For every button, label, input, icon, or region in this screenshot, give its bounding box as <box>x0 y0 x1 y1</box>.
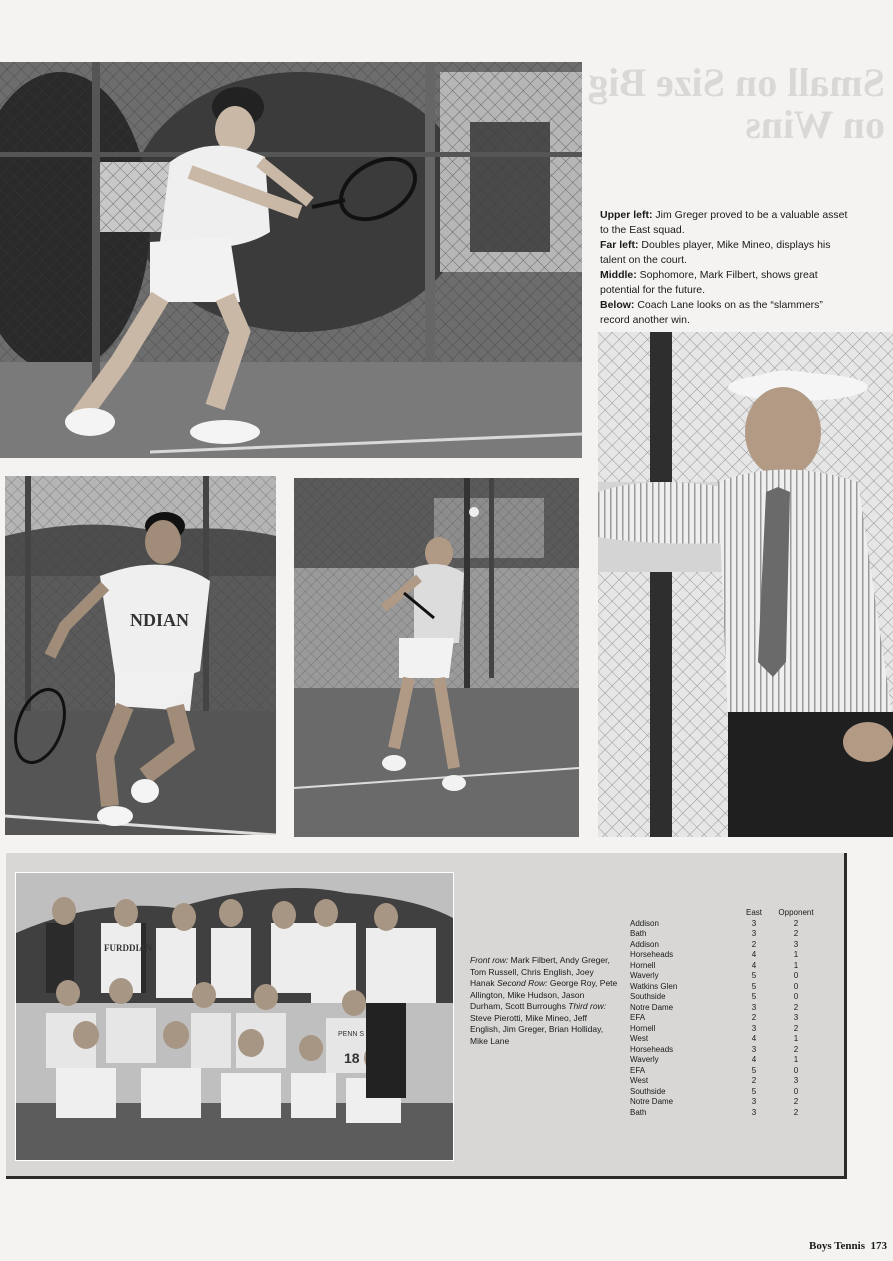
season-results-table <box>630 908 822 1118</box>
table-row <box>630 940 822 951</box>
caption-below: Below: Coach Lane looks on as the “slammers” record another win. <box>600 299 823 326</box>
team-photo <box>15 872 454 1161</box>
team-cell: Horseheads <box>630 1044 674 1054</box>
team-cell: Hornell <box>630 1023 656 1033</box>
photo-below-coach <box>598 332 893 837</box>
team-cell: Horseheads <box>630 950 674 959</box>
page-number: 173 <box>870 1240 887 1252</box>
team-cell: Notre Dame <box>630 1097 674 1106</box>
opponent-score-cell: 2 <box>793 1002 799 1012</box>
team-shirt-lettering: FURDDIAN <box>104 943 152 953</box>
table-row <box>630 919 822 930</box>
table-row <box>630 1013 822 1024</box>
team-cell: Southside <box>630 1086 666 1096</box>
east-score-cell: 3 <box>751 929 757 938</box>
team-cell: Addison <box>630 918 659 928</box>
team-cell: Waverly <box>630 971 659 980</box>
east-score-cell: 4 <box>751 1055 757 1064</box>
header-east: East <box>745 908 762 917</box>
east-score-cell: 2 <box>751 1076 757 1085</box>
section-title: Boys Tennis <box>809 1240 865 1252</box>
shirt-lettering: NDIAN <box>130 610 190 630</box>
opponent-score-cell: 0 <box>793 971 799 980</box>
team-cell: Watkins Glen <box>630 981 678 991</box>
opponent-score-cell: 0 <box>793 1065 799 1075</box>
east-score-cell: 3 <box>751 1107 757 1117</box>
table-row <box>630 1087 822 1098</box>
third-row-label: Third row: <box>568 1001 607 1011</box>
east-score-cell: 2 <box>751 1013 757 1022</box>
table-row <box>630 1003 822 1014</box>
opponent-score-cell: 2 <box>793 929 799 938</box>
east-score-cell: 3 <box>751 1002 757 1012</box>
east-score-cell: 3 <box>751 1023 757 1033</box>
front-row-names: Mark Filbert, Andy Greger, Tom Russell, Chris English, Joey Hanak <box>470 955 610 988</box>
table-row <box>630 1045 822 1056</box>
table-row <box>630 950 822 961</box>
opponent-score-cell: 2 <box>793 918 799 928</box>
team-cell: EFA <box>630 1065 646 1075</box>
team-cell: EFA <box>630 1013 646 1022</box>
page-footer <box>809 1240 887 1252</box>
team-cell: Bath <box>630 1107 647 1117</box>
photo-far-left <box>5 476 276 835</box>
east-score-cell: 4 <box>751 960 757 970</box>
header-team <box>630 908 738 919</box>
table-row <box>630 971 822 982</box>
table-row <box>630 992 822 1003</box>
opponent-score-cell: 3 <box>793 939 799 949</box>
east-score-cell: 5 <box>751 992 757 1001</box>
team-cell: Southside <box>630 992 666 1001</box>
team-cell: West <box>630 1034 649 1043</box>
team-cell: Bath <box>630 929 647 938</box>
table-row <box>630 961 822 972</box>
opponent-score-cell: 0 <box>793 992 799 1001</box>
team-shirt-lettering-2: PENN S <box>338 1031 365 1038</box>
east-score-cell: 3 <box>751 1044 757 1054</box>
opponent-score-cell: 0 <box>793 1086 799 1096</box>
table-row <box>630 1034 822 1045</box>
opponent-score-cell: 1 <box>793 1034 799 1043</box>
team-shirt-number: 18 <box>344 1050 360 1066</box>
photo-middle <box>294 478 579 837</box>
east-score-cell: 2 <box>751 939 757 949</box>
team-cell: Notre Dame <box>630 1002 674 1012</box>
opponent-score-cell: 1 <box>793 1055 799 1064</box>
opponent-score-cell: 2 <box>793 1097 799 1106</box>
east-score-cell: 4 <box>751 950 757 959</box>
table-row <box>630 1024 822 1035</box>
table-row <box>630 982 822 993</box>
caption-upper-left: Upper left: Jim Greger proved to be a valuable asset to the East squad. <box>600 209 848 236</box>
table-row <box>630 1076 822 1087</box>
team-cell: Hornell <box>630 960 656 970</box>
front-row-label: Front row: <box>470 955 509 965</box>
header-opponent: Opponent <box>778 908 814 917</box>
east-score-cell: 3 <box>751 1097 757 1106</box>
third-row-names: Steve Pierotti, Mike Mineo, Jeff English, Jim Greger, Brian Holliday, Mike Lane <box>470 1012 604 1046</box>
table-row <box>630 1108 822 1119</box>
table-row <box>630 1066 822 1077</box>
opponent-score-cell: 2 <box>793 1023 799 1033</box>
east-score-cell: 5 <box>751 1065 757 1075</box>
team-cell: Waverly <box>630 1055 659 1064</box>
photo-upper-left <box>0 62 582 458</box>
caption-far-left: Far left: Doubles player, Mike Mineo, displays his talent on the court. <box>600 239 831 266</box>
opponent-score-cell: 3 <box>793 1013 799 1022</box>
team-cell: Addison <box>630 939 659 949</box>
opponent-score-cell: 1 <box>793 960 799 970</box>
opponent-score-cell: 0 <box>793 981 799 991</box>
caption-middle: Middle: Sophomore, Mark Filbert, shows great potential for the future. <box>600 269 818 296</box>
photo-captions <box>600 208 850 328</box>
table-header-row <box>630 908 822 919</box>
east-score-cell: 4 <box>751 1034 757 1043</box>
opponent-score-cell: 3 <box>793 1076 799 1085</box>
table-row <box>630 1097 822 1108</box>
opponent-score-cell: 2 <box>793 1107 799 1117</box>
east-score-cell: 3 <box>751 918 757 928</box>
table-row <box>630 1055 822 1066</box>
opponent-score-cell: 1 <box>793 950 799 959</box>
east-score-cell: 5 <box>751 971 757 980</box>
east-score-cell: 5 <box>751 1086 757 1096</box>
team-roster-caption <box>470 955 618 1047</box>
table-row <box>630 929 822 940</box>
ghost-heading: Small on Size Big on Wins <box>588 60 885 147</box>
second-row-names: George Roy, Pete Allington, Mike Hudson, Jason Durham, Scott Burroughs <box>470 978 618 1011</box>
opponent-score-cell: 2 <box>793 1044 799 1054</box>
second-row-label: Second Row: <box>496 978 548 988</box>
team-cell: West <box>630 1076 649 1085</box>
east-score-cell: 5 <box>751 981 757 991</box>
